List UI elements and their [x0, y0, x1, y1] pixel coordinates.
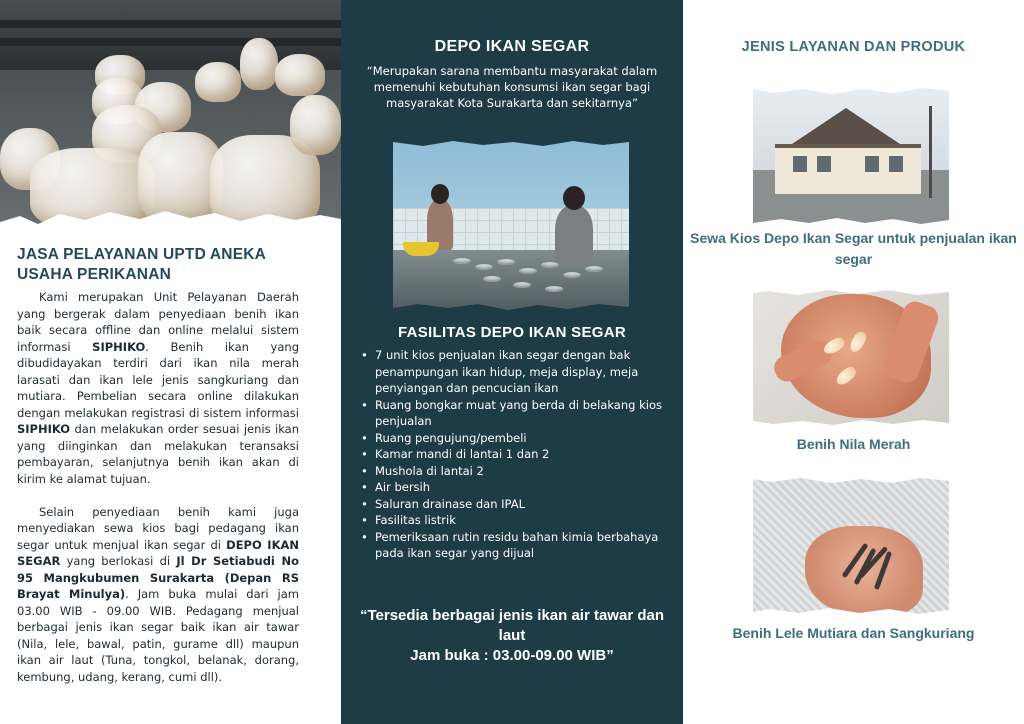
facility-item: • Kamar mandi di lantai 1 dan 2 [361, 446, 671, 463]
fish-market-photo [393, 138, 629, 312]
facility-item: • Air bersih [361, 479, 671, 496]
facility-item: • Ruang bongkar muat yang berda di belakang kios penjualan [361, 397, 671, 430]
kiosk-building-photo [753, 86, 949, 226]
intro-paragraph: Kami merupakan Unit Pelayanan Daerah yang bergerak dalam penyediaan benih ikan baik secara offline dan online melalui sistem informasi SIPHIKO. Benih ikan yang dibudidayakan terdiri dari ikan nila merah larasati dan ikan lele jenis sangkuriang dan mutiara. Pembelian secara online dilakukan dengan melakukan registrasi di sistem informasi SIPHIKO dan melakukan order sesuai jenis ikan yang diinginkan dan melakukan teransaksi pembayaran, selanjutnya benih ikan akan di kirim ke alamat tujuan. [17, 290, 299, 486]
depo-quote: “Merupakan sarana membantu masyarakat dalam memenuhi kebutuhan konsumsi ikan segar bagi masyarakat Kota Surakarta dan sekitarnya” [366, 64, 658, 110]
services-title: JENIS LAYANAN DAN PRODUK [741, 39, 966, 55]
product-caption-kiosk: Sewa Kios Depo Ikan Segar untuk penjualan ikan segar [690, 230, 1017, 267]
fish-seed-bags-photo [0, 0, 341, 240]
lele-seed-photo [753, 476, 949, 616]
opening-hours-callout [355, 606, 669, 666]
middle-panel [341, 0, 683, 724]
callout-line-1: “Tersedia berbagai jenis ikan air tawar dan laut [359, 607, 664, 644]
left-text-block [17, 245, 299, 685]
facilities-list [361, 347, 671, 562]
depo-title: DEPO IKAN SEGAR [434, 38, 590, 55]
facility-item: • Saluran drainase dan IPAL [361, 496, 671, 513]
nila-seed-photo [753, 288, 949, 428]
facility-item: • Pemeriksaan rutin residu bahan kimia berbahaya pada ikan segar yang dijual [361, 529, 671, 562]
left-panel [0, 0, 341, 724]
facility-item: • Fasilitas listrik [361, 512, 671, 529]
product-caption-lele: Benih Lele Mutiara dan Sangkuriang [732, 625, 975, 641]
facility-item: • Mushola di lantai 2 [361, 463, 671, 480]
product-caption-nila: Benih Nila Merah [796, 436, 911, 452]
right-panel [683, 0, 1024, 724]
kiosk-paragraph: Selain penyediaan benih kami juga menyediakan sewa kios bagi pedagang ikan segar untuk menjual ikan segar di DEPO IKAN SEGAR yang berlokasi di Jl Dr Setiabudi No 95 Mangkubumen Surakarta (Depan RS Brayat Minulya). Jam buka mulai dari jam 03.00 WIB - 09.00 WIB. Pedagang menjual berbagai jenis ikan segar baik ikan air tawar (Nila, lele, bawal, patin, gurame dll) maupun ikan air laut (Tuna, tongkol, belanak, dorang, kembung, udang, kerang, cumi dll). [17, 504, 300, 684]
facility-item: • Ruang pengujung/pembeli [361, 430, 671, 447]
left-heading: JASA PELAYANAN UPTD ANEKA USAHA PERIKANAN [17, 246, 266, 283]
facilities-title: FASILITAS DEPO IKAN SEGAR [397, 324, 627, 341]
left-body [17, 289, 299, 685]
facility-item: • 7 unit kios penjualan ikan segar dengan bak penampungan ikan hidup, meja display, meja penyiangan dan pencucian ikan [361, 347, 671, 397]
callout-line-2: Jam buka : 03.00-09.00 WIB” [410, 647, 614, 664]
